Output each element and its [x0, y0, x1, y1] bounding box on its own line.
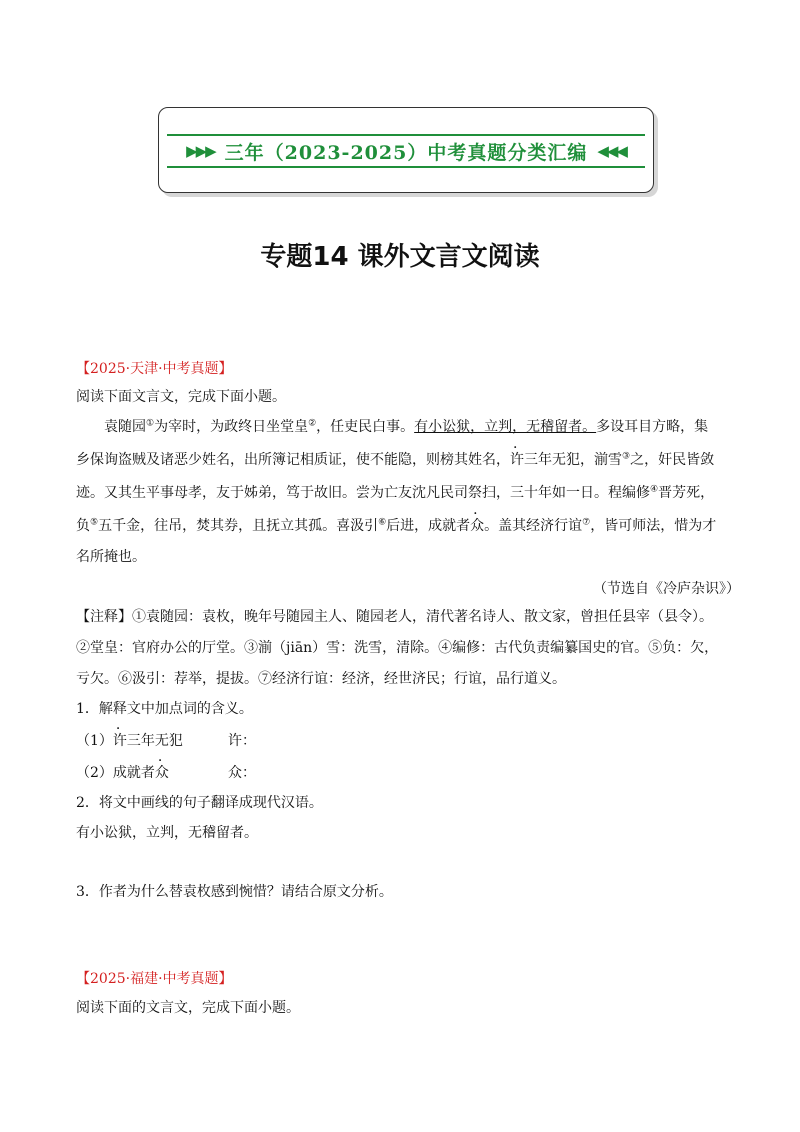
passage-line-5: 名所掩也。 — [76, 549, 146, 565]
banner-inner — [167, 134, 645, 168]
dotted-word-xu: 许 — [510, 452, 524, 468]
dotted-word-zhong: 众 — [470, 518, 485, 534]
notes-line-2: ②堂皇：官府办公的厅堂。③湔（jiān）雪：洗雪，清除。④编修：古代负责编纂国史的官。⑤负：欠， — [76, 640, 719, 656]
section-2-instruction: 阅读下面的文言文，完成下面小题。 — [76, 1000, 300, 1016]
question-1-1: （1）许三年无犯 — [76, 733, 183, 749]
passage-line-3: 迹。又其生平事母孝，友于姊弟，笃于故旧。尝为亡友沈凡民司祭扫，三十年如一日。程编修④晋芳死， — [76, 484, 715, 501]
left-arrows-icon: ▶▶▶ — [186, 142, 215, 160]
notes-line-1: 【注释】①袁随园：袁枚，晚年号随园主人、随园老人，清代著名诗人、散文家，曾担任县宰（县令）。 — [76, 609, 713, 625]
question-1-2: （2）成就者众 — [76, 765, 169, 781]
banner-text: 三年（2023-2025）中考真题分类汇编 — [224, 141, 588, 164]
notes-line-3: 亏欠。⑥汲引：荐举，提拔。⑦经济行谊：经济，经世济民；行谊，品行道义。 — [76, 671, 566, 687]
answer-label-xu: 许： — [228, 733, 256, 749]
passage-line-4: 负⑤五千金，往吊，焚其券，且抚立其孤。喜汲引⑥后进，成就者众。盖其经济行谊⑦，皆可师法，惜为才 — [76, 517, 717, 534]
header-banner — [158, 107, 654, 193]
section-instruction: 阅读下面文言文，完成下面小题。 — [76, 389, 286, 405]
question-3: 3．作者为什么替袁枚感到惋惜？请结合原文分析。 — [76, 884, 393, 900]
question-2: 2．将文中画线的句子翻译成现代汉语。 — [76, 795, 323, 811]
section-tag-fujian: 【2025·福建·中考真题】 — [76, 971, 233, 987]
right-arrows-icon: ◀◀◀ — [597, 142, 626, 160]
underlined-sentence: 有小讼狱，立判，无稽留者。 — [414, 419, 597, 435]
section-tag-tianjin: 【2025·天津·中考真题】 — [76, 361, 233, 377]
q1-dotted-xu: 许 — [112, 733, 127, 749]
question-2-sentence: 有小讼狱，立判，无稽留者。 — [76, 825, 258, 841]
passage-line-1: 袁随园①为宰时，为政终日坐堂皇②，任吏民白事。有小讼狱，立判，无稽留者。多设耳目方略，集 — [104, 418, 709, 435]
question-1: 1．解释文中加点词的含义。 — [76, 701, 253, 717]
passage-line-2: 乡保询盗贼及诸恶少姓名，出所簿记相质证，使不能隐，则榜其姓名，许三年无犯，湔雪③之，奸民皆敛 — [76, 451, 715, 468]
q1-dotted-zhong: 众 — [154, 765, 169, 781]
passage-source: （节选自《冷庐杂识》） — [593, 581, 740, 597]
page-title: 专题14 课外文言文阅读 — [260, 242, 540, 272]
answer-label-zhong: 众： — [228, 765, 256, 781]
